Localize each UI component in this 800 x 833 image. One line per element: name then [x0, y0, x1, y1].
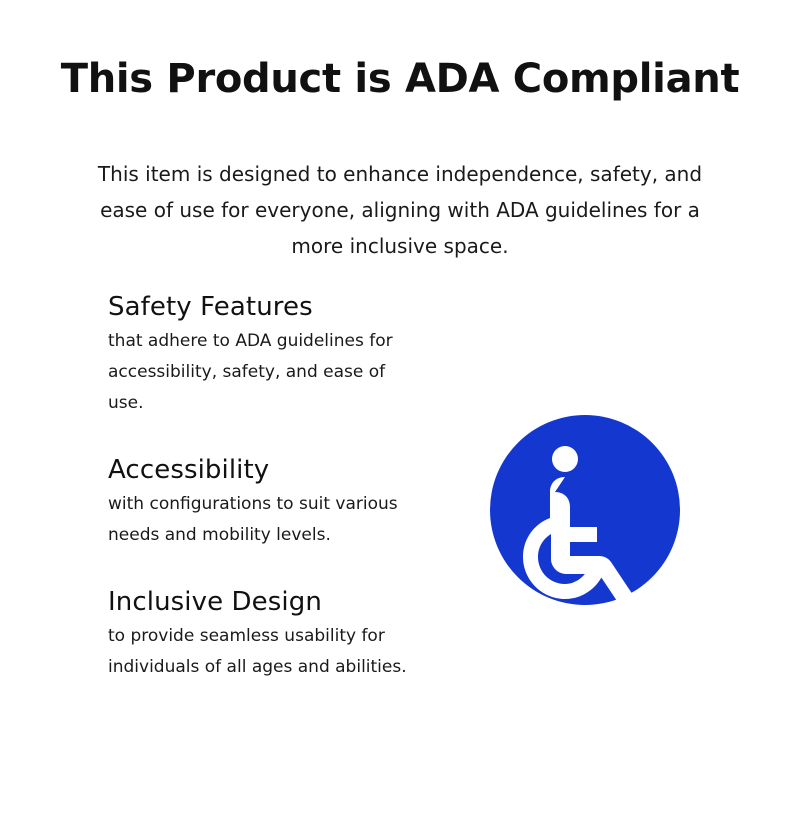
- feature-description: with configurations to suit various needs and mobility levels.: [108, 494, 398, 545]
- feature-title: Accessibility: [108, 455, 270, 485]
- feature-title: Inclusive Design: [108, 587, 322, 617]
- feature-description: to provide seamless usability for individuals of all ages and abilities.: [108, 626, 407, 677]
- feature-item-inclusive-design: [108, 585, 408, 683]
- page-subtitle: This item is designed to enhance independence, safety, and ease of use for everyone, aligning with ADA guidelines for a more inclusive space.: [97, 162, 703, 258]
- feature-item-safety-features: [108, 290, 408, 419]
- feature-title: Safety Features: [108, 292, 313, 322]
- feature-item-accessibility: [108, 453, 408, 551]
- feature-description: that adhere to ADA guidelines for accessibility, safety, and ease of use.: [108, 331, 393, 413]
- page-title: This Product is ADA Compliant: [60, 56, 740, 102]
- feature-list: [108, 290, 408, 683]
- wheelchair-accessibility-icon: [490, 415, 680, 605]
